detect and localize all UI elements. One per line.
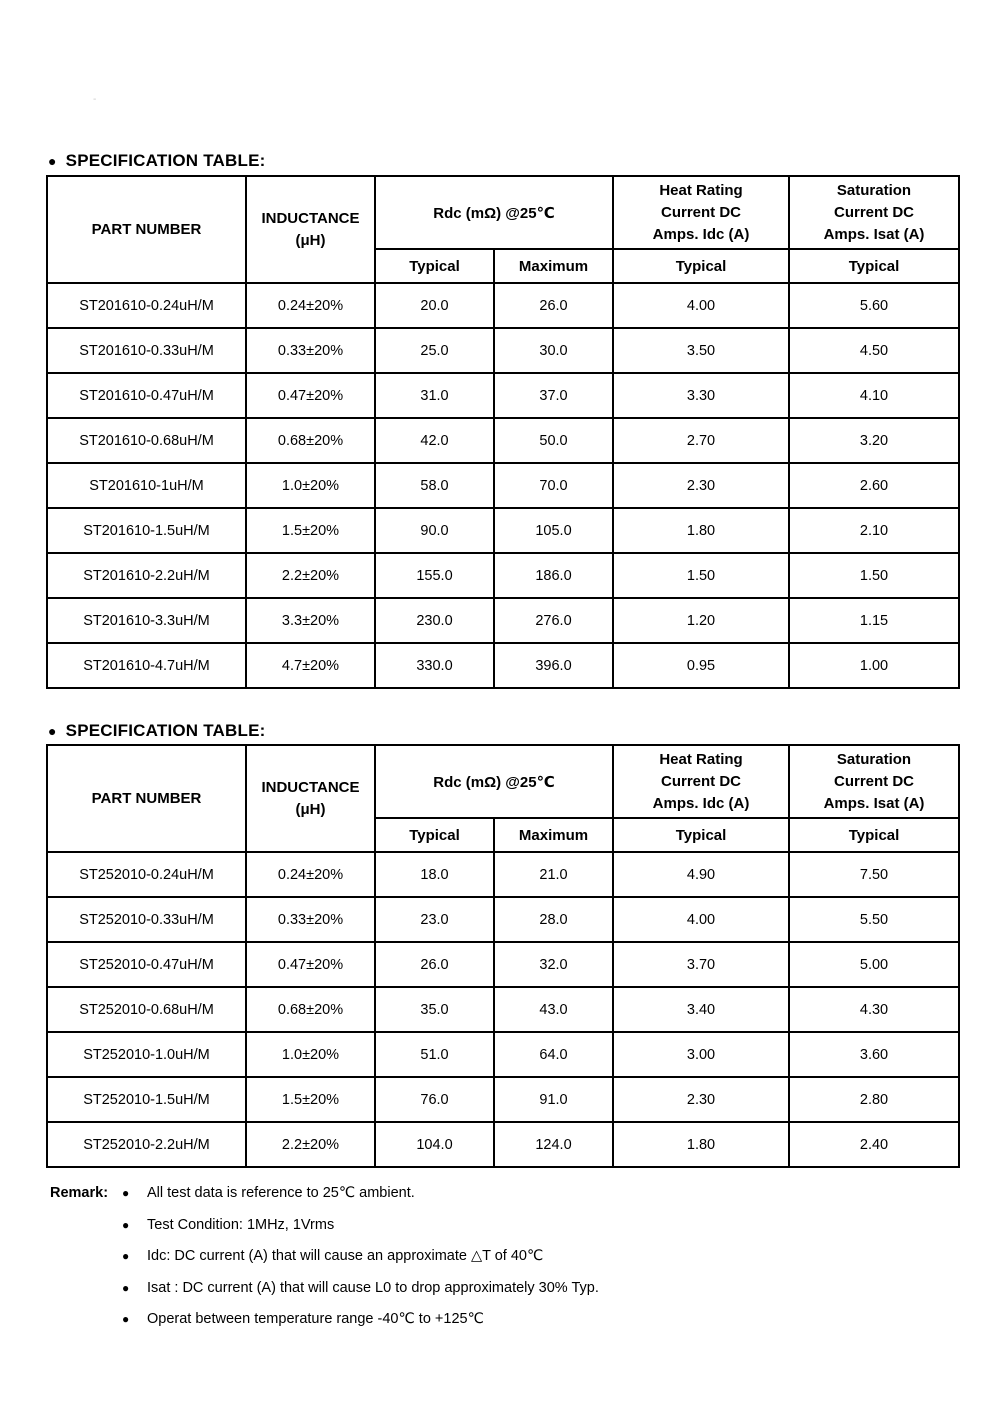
rdc-maximum-cell: 64.0 bbox=[494, 1032, 613, 1077]
part-number-cell: ST252010-0.24uH/M bbox=[47, 852, 246, 897]
inductance-cell: 2.2±20% bbox=[246, 1122, 375, 1167]
rdc-typical-cell: 330.0 bbox=[375, 643, 494, 688]
table-row bbox=[47, 643, 959, 688]
rdc-maximum-cell: 396.0 bbox=[494, 643, 613, 688]
part-number-cell: ST252010-1.5uH/M bbox=[47, 1077, 246, 1122]
bullet-icon: ● bbox=[122, 1249, 130, 1263]
bullet-icon: ● bbox=[122, 1217, 130, 1232]
table-row bbox=[47, 508, 959, 553]
rdc-maximum-cell: 37.0 bbox=[494, 373, 613, 418]
isat-typical-cell: 4.10 bbox=[789, 373, 959, 418]
col-header-heat-rating bbox=[613, 176, 789, 249]
remark-text: Test Condition: 1MHz, 1Vrms bbox=[147, 1216, 335, 1233]
idc-typical-cell: 1.80 bbox=[613, 1122, 789, 1167]
table-row bbox=[47, 852, 959, 897]
isat-typical-cell: 2.60 bbox=[789, 463, 959, 508]
col-header-saturation bbox=[789, 176, 959, 249]
inductance-cell: 1.5±20% bbox=[246, 508, 375, 553]
rdc-maximum-cell: 28.0 bbox=[494, 897, 613, 942]
part-number-cell: ST201610-4.7uH/M bbox=[47, 643, 246, 688]
remark-line bbox=[50, 1309, 599, 1329]
bullet-icon: ● bbox=[48, 723, 57, 739]
heat-rating-line3: Amps. Idc (A) bbox=[652, 225, 750, 243]
table-row bbox=[47, 1032, 959, 1077]
section-title-1 bbox=[48, 151, 265, 171]
remark-text: Isat : DC current (A) that will cause L0 to drop approximately 30% Typ. bbox=[147, 1279, 599, 1296]
table-row bbox=[47, 1122, 959, 1167]
remark-text: Operat between temperature range -40℃ to +125℃ bbox=[147, 1311, 484, 1327]
heat-rating-line1: Heat Rating bbox=[659, 750, 743, 768]
idc-typical-cell: 2.30 bbox=[613, 1077, 789, 1122]
rdc-maximum-cell: 124.0 bbox=[494, 1122, 613, 1167]
rdc-typical-cell: 26.0 bbox=[375, 942, 494, 987]
table-row bbox=[47, 987, 959, 1032]
rdc-maximum-cell: 21.0 bbox=[494, 852, 613, 897]
inductance-cell: 1.5±20% bbox=[246, 1077, 375, 1122]
heat-rating-line2: Current DC bbox=[661, 772, 742, 790]
inductance-cell: 1.0±20% bbox=[246, 463, 375, 508]
isat-typical-cell: 4.30 bbox=[789, 987, 959, 1032]
subheader-idc-typical: Typical bbox=[613, 818, 789, 852]
inductance-header-line2: (μH) bbox=[295, 800, 326, 818]
isat-typical-cell: 5.00 bbox=[789, 942, 959, 987]
subheader-isat-typical: Typical bbox=[789, 249, 959, 283]
rdc-maximum-cell: 43.0 bbox=[494, 987, 613, 1032]
rdc-typical-cell: 31.0 bbox=[375, 373, 494, 418]
isat-typical-cell: 3.60 bbox=[789, 1032, 959, 1077]
table-row bbox=[47, 328, 959, 373]
spec-table-1 bbox=[46, 175, 960, 689]
idc-typical-cell: 1.20 bbox=[613, 598, 789, 643]
stray-mark: - bbox=[93, 94, 97, 105]
col-header-rdc: Rdc (mΩ) @25℃ bbox=[375, 176, 613, 249]
rdc-typical-cell: 42.0 bbox=[375, 418, 494, 463]
bullet-icon: ● bbox=[48, 153, 57, 169]
rdc-typical-cell: 230.0 bbox=[375, 598, 494, 643]
idc-typical-cell: 1.50 bbox=[613, 553, 789, 598]
part-number-cell: ST252010-0.33uH/M bbox=[47, 897, 246, 942]
idc-typical-cell: 3.40 bbox=[613, 987, 789, 1032]
part-number-cell: ST201610-3.3uH/M bbox=[47, 598, 246, 643]
remark-line bbox=[50, 1215, 599, 1235]
inductance-cell: 0.47±20% bbox=[246, 942, 375, 987]
idc-typical-cell: 4.90 bbox=[613, 852, 789, 897]
isat-typical-cell: 1.00 bbox=[789, 643, 959, 688]
rdc-typical-cell: 18.0 bbox=[375, 852, 494, 897]
isat-typical-cell: 7.50 bbox=[789, 852, 959, 897]
rdc-maximum-cell: 105.0 bbox=[494, 508, 613, 553]
header-row-top bbox=[47, 745, 959, 818]
subheader-rdc-typical: Typical bbox=[375, 249, 494, 283]
table-row bbox=[47, 463, 959, 508]
rdc-typical-cell: 155.0 bbox=[375, 553, 494, 598]
col-header-part-number: PART NUMBER bbox=[47, 176, 246, 283]
rdc-typical-cell: 35.0 bbox=[375, 987, 494, 1032]
subheader-isat-typical: Typical bbox=[789, 818, 959, 852]
inductance-cell: 1.0±20% bbox=[246, 1032, 375, 1077]
remarks bbox=[50, 1183, 599, 1341]
bullet-icon: ● bbox=[122, 1280, 130, 1295]
isat-typical-cell: 3.20 bbox=[789, 418, 959, 463]
table-row bbox=[47, 942, 959, 987]
remark-line bbox=[50, 1278, 599, 1298]
section-title-text: SPECIFICATION TABLE: bbox=[65, 151, 266, 170]
saturation-line3: Amps. Isat (A) bbox=[823, 225, 925, 243]
part-number-cell: ST252010-0.47uH/M bbox=[47, 942, 246, 987]
part-number-cell: ST252010-2.2uH/M bbox=[47, 1122, 246, 1167]
rdc-typical-cell: 25.0 bbox=[375, 328, 494, 373]
isat-typical-cell: 5.60 bbox=[789, 283, 959, 328]
table-row bbox=[47, 1077, 959, 1122]
table-row bbox=[47, 418, 959, 463]
idc-typical-cell: 2.30 bbox=[613, 463, 789, 508]
inductance-header-line2: (μH) bbox=[295, 231, 326, 249]
rdc-maximum-cell: 30.0 bbox=[494, 328, 613, 373]
rdc-typical-cell: 23.0 bbox=[375, 897, 494, 942]
isat-typical-cell: 5.50 bbox=[789, 897, 959, 942]
inductance-cell: 0.68±20% bbox=[246, 987, 375, 1032]
rdc-typical-cell: 104.0 bbox=[375, 1122, 494, 1167]
isat-typical-cell: 2.10 bbox=[789, 508, 959, 553]
inductance-header-line1: INDUCTANCE bbox=[261, 778, 360, 796]
rdc-maximum-cell: 32.0 bbox=[494, 942, 613, 987]
heat-rating-line2: Current DC bbox=[661, 203, 742, 221]
rdc-maximum-cell: 70.0 bbox=[494, 463, 613, 508]
subheader-rdc-typical: Typical bbox=[375, 818, 494, 852]
isat-typical-cell: 4.50 bbox=[789, 328, 959, 373]
part-number-cell: ST201610-0.47uH/M bbox=[47, 373, 246, 418]
isat-typical-cell: 2.40 bbox=[789, 1122, 959, 1167]
bullet-icon: ● bbox=[122, 1186, 130, 1200]
isat-typical-cell: 2.80 bbox=[789, 1077, 959, 1122]
saturation-line3: Amps. Isat (A) bbox=[823, 794, 925, 812]
subheader-rdc-maximum: Maximum bbox=[494, 249, 613, 283]
spec-table-2 bbox=[46, 744, 960, 1168]
rdc-maximum-cell: 26.0 bbox=[494, 283, 613, 328]
table-row bbox=[47, 897, 959, 942]
remark-line bbox=[50, 1246, 599, 1266]
inductance-cell: 0.47±20% bbox=[246, 373, 375, 418]
idc-typical-cell: 3.70 bbox=[613, 942, 789, 987]
heat-rating-line3: Amps. Idc (A) bbox=[652, 794, 750, 812]
idc-typical-cell: 4.00 bbox=[613, 897, 789, 942]
saturation-line2: Current DC bbox=[834, 203, 915, 221]
inductance-cell: 3.3±20% bbox=[246, 598, 375, 643]
remark-line bbox=[50, 1183, 599, 1203]
idc-typical-cell: 0.95 bbox=[613, 643, 789, 688]
section-title-2 bbox=[48, 721, 265, 741]
heat-rating-line1: Heat Rating bbox=[659, 181, 743, 199]
idc-typical-cell: 3.00 bbox=[613, 1032, 789, 1077]
inductance-cell: 0.24±20% bbox=[246, 852, 375, 897]
inductance-cell: 0.33±20% bbox=[246, 897, 375, 942]
part-number-cell: ST201610-0.33uH/M bbox=[47, 328, 246, 373]
part-number-cell: ST201610-0.24uH/M bbox=[47, 283, 246, 328]
inductance-cell: 4.7±20% bbox=[246, 643, 375, 688]
idc-typical-cell: 3.50 bbox=[613, 328, 789, 373]
idc-typical-cell: 4.00 bbox=[613, 283, 789, 328]
isat-typical-cell: 1.15 bbox=[789, 598, 959, 643]
spec-table-1-body bbox=[47, 283, 959, 688]
remark-text: All test data is reference to 25℃ ambient. bbox=[147, 1185, 415, 1201]
rdc-maximum-cell: 276.0 bbox=[494, 598, 613, 643]
inductance-cell: 0.68±20% bbox=[246, 418, 375, 463]
table-row bbox=[47, 598, 959, 643]
rdc-typical-cell: 76.0 bbox=[375, 1077, 494, 1122]
bullet-icon: ● bbox=[122, 1312, 130, 1326]
col-header-heat-rating bbox=[613, 745, 789, 818]
rdc-typical-cell: 90.0 bbox=[375, 508, 494, 553]
inductance-header-line1: INDUCTANCE bbox=[261, 209, 360, 227]
remark-text: Idc: DC current (A) that will cause an approximate △T of 40℃ bbox=[147, 1248, 544, 1264]
remark-label: Remark: bbox=[50, 1185, 109, 1201]
section-title-text: SPECIFICATION TABLE: bbox=[65, 721, 266, 740]
table-row bbox=[47, 373, 959, 418]
inductance-cell: 2.2±20% bbox=[246, 553, 375, 598]
part-number-cell: ST201610-0.68uH/M bbox=[47, 418, 246, 463]
part-number-cell: ST201610-2.2uH/M bbox=[47, 553, 246, 598]
part-number-cell: ST252010-1.0uH/M bbox=[47, 1032, 246, 1077]
rdc-maximum-cell: 50.0 bbox=[494, 418, 613, 463]
table-row bbox=[47, 283, 959, 328]
isat-typical-cell: 1.50 bbox=[789, 553, 959, 598]
inductance-cell: 0.33±20% bbox=[246, 328, 375, 373]
col-header-saturation bbox=[789, 745, 959, 818]
col-header-inductance bbox=[246, 176, 375, 283]
part-number-cell: ST201610-1.5uH/M bbox=[47, 508, 246, 553]
spec-table-2-body bbox=[47, 852, 959, 1167]
col-header-part-number: PART NUMBER bbox=[47, 745, 246, 852]
part-number-cell: ST201610-1uH/M bbox=[47, 463, 246, 508]
rdc-maximum-cell: 91.0 bbox=[494, 1077, 613, 1122]
saturation-line2: Current DC bbox=[834, 772, 915, 790]
rdc-maximum-cell: 186.0 bbox=[494, 553, 613, 598]
subheader-idc-typical: Typical bbox=[613, 249, 789, 283]
table-row bbox=[47, 553, 959, 598]
col-header-rdc: Rdc (mΩ) @25℃ bbox=[375, 745, 613, 818]
col-header-inductance bbox=[246, 745, 375, 852]
idc-typical-cell: 2.70 bbox=[613, 418, 789, 463]
idc-typical-cell: 1.80 bbox=[613, 508, 789, 553]
rdc-typical-cell: 20.0 bbox=[375, 283, 494, 328]
saturation-line1: Saturation bbox=[836, 750, 912, 768]
part-number-cell: ST252010-0.68uH/M bbox=[47, 987, 246, 1032]
rdc-typical-cell: 51.0 bbox=[375, 1032, 494, 1077]
saturation-line1: Saturation bbox=[836, 181, 912, 199]
inductance-cell: 0.24±20% bbox=[246, 283, 375, 328]
subheader-rdc-maximum: Maximum bbox=[494, 818, 613, 852]
rdc-typical-cell: 58.0 bbox=[375, 463, 494, 508]
idc-typical-cell: 3.30 bbox=[613, 373, 789, 418]
header-row-top bbox=[47, 176, 959, 249]
